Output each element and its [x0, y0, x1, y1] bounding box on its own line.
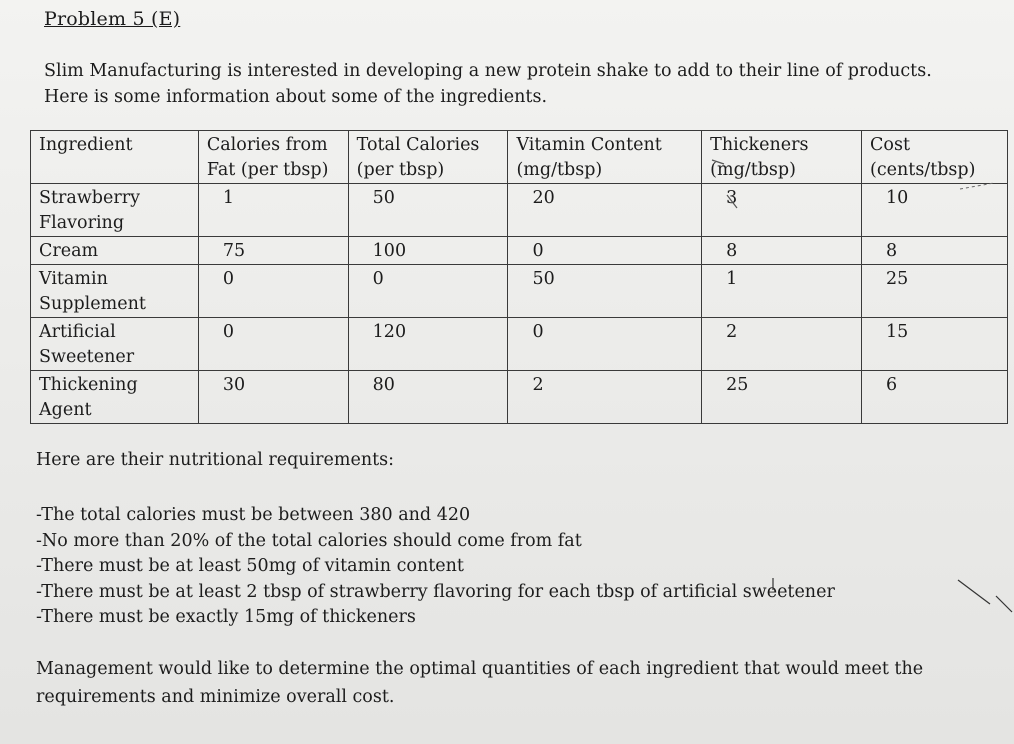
fat-calories-cell: 1: [198, 184, 348, 237]
fat-calories-cell: 0: [198, 318, 348, 371]
total-calories-cell: 120: [348, 318, 508, 371]
cost-cell: 10: [862, 184, 1008, 237]
cost-cell: 6: [862, 371, 1008, 424]
thickeners-cell: 3: [702, 184, 862, 237]
fat-calories-cell: 30: [198, 371, 348, 424]
closing-line: Management would like to determine the optimal quantities of each ingredient that would meet the: [36, 659, 924, 679]
header-cost: Cost (cents/tbsp): [862, 131, 1008, 184]
thickeners-cell: 8: [702, 237, 862, 265]
header-fat-calories: Calories from Fat (per tbsp): [198, 131, 348, 184]
header-thickeners: Thickeners (mg/tbsp): [702, 131, 862, 184]
table-row: [31, 237, 1008, 265]
table-row: [31, 265, 1008, 318]
table-row: [31, 371, 1008, 424]
cost-cell: 15: [862, 318, 1008, 371]
ingredient-name: Thickening Agent: [31, 371, 199, 424]
vitamin-cell: 0: [508, 237, 702, 265]
ingredient-name: Vitamin Supplement: [31, 265, 199, 318]
total-calories-cell: 100: [348, 237, 508, 265]
requirement-item: -There must be at least 50mg of vitamin content: [36, 556, 464, 576]
vitamin-cell: 50: [508, 265, 702, 318]
cost-cell: 25: [862, 265, 1008, 318]
requirement-item: -No more than 20% of the total calories should come from fat: [36, 530, 582, 551]
thickeners-cell: 2: [702, 318, 862, 371]
total-calories-cell: 0: [348, 265, 508, 318]
problem-title: Problem 5 (E): [44, 8, 181, 30]
ingredient-name: Strawberry Flavoring: [31, 184, 199, 237]
table-header-row: [31, 131, 1008, 184]
table-row: [31, 184, 1008, 237]
vitamin-cell: 0: [508, 318, 702, 371]
total-calories-cell: 80: [348, 371, 508, 424]
intro-line: Here is some information about some of the ingredients.: [44, 87, 548, 107]
cost-cell: 8: [862, 237, 1008, 265]
ingredient-name: Artificial Sweetener: [31, 318, 199, 371]
header-ingredient: Ingredient: [31, 131, 199, 184]
requirements-list: [36, 503, 996, 631]
closing-paragraph: [36, 655, 1006, 711]
ingredient-name: Cream: [31, 237, 199, 265]
requirements-intro: Here are their nutritional requirements:: [36, 450, 395, 470]
vitamin-cell: 20: [508, 184, 702, 237]
header-total-calories: Total Calories (per tbsp): [348, 131, 508, 184]
thickeners-cell: 1: [702, 265, 862, 318]
ingredients-table: [30, 130, 1008, 424]
fat-calories-cell: 75: [198, 237, 348, 265]
total-calories-cell: 50: [348, 184, 508, 237]
intro-line: Slim Manufacturing is interested in developing a new protein shake to add to their line of products.: [44, 61, 932, 81]
fat-calories-cell: 0: [198, 265, 348, 318]
table-row: [31, 318, 1008, 371]
header-vitamin: Vitamin Content (mg/tbsp): [508, 131, 702, 184]
vitamin-cell: 2: [508, 371, 702, 424]
intro-paragraph: [44, 58, 994, 110]
requirement-item: -There must be exactly 15mg of thickeners: [36, 607, 416, 627]
pen-stroke: [996, 596, 1012, 612]
closing-line: requirements and minimize overall cost.: [36, 687, 395, 707]
requirement-item: -The total calories must be between 380 and 420: [36, 505, 471, 525]
requirement-item: -There must be at least 2 tbsp of strawberry flavoring for each tbsp of artificial sweetener: [36, 581, 835, 602]
thickeners-cell: 25: [702, 371, 862, 424]
